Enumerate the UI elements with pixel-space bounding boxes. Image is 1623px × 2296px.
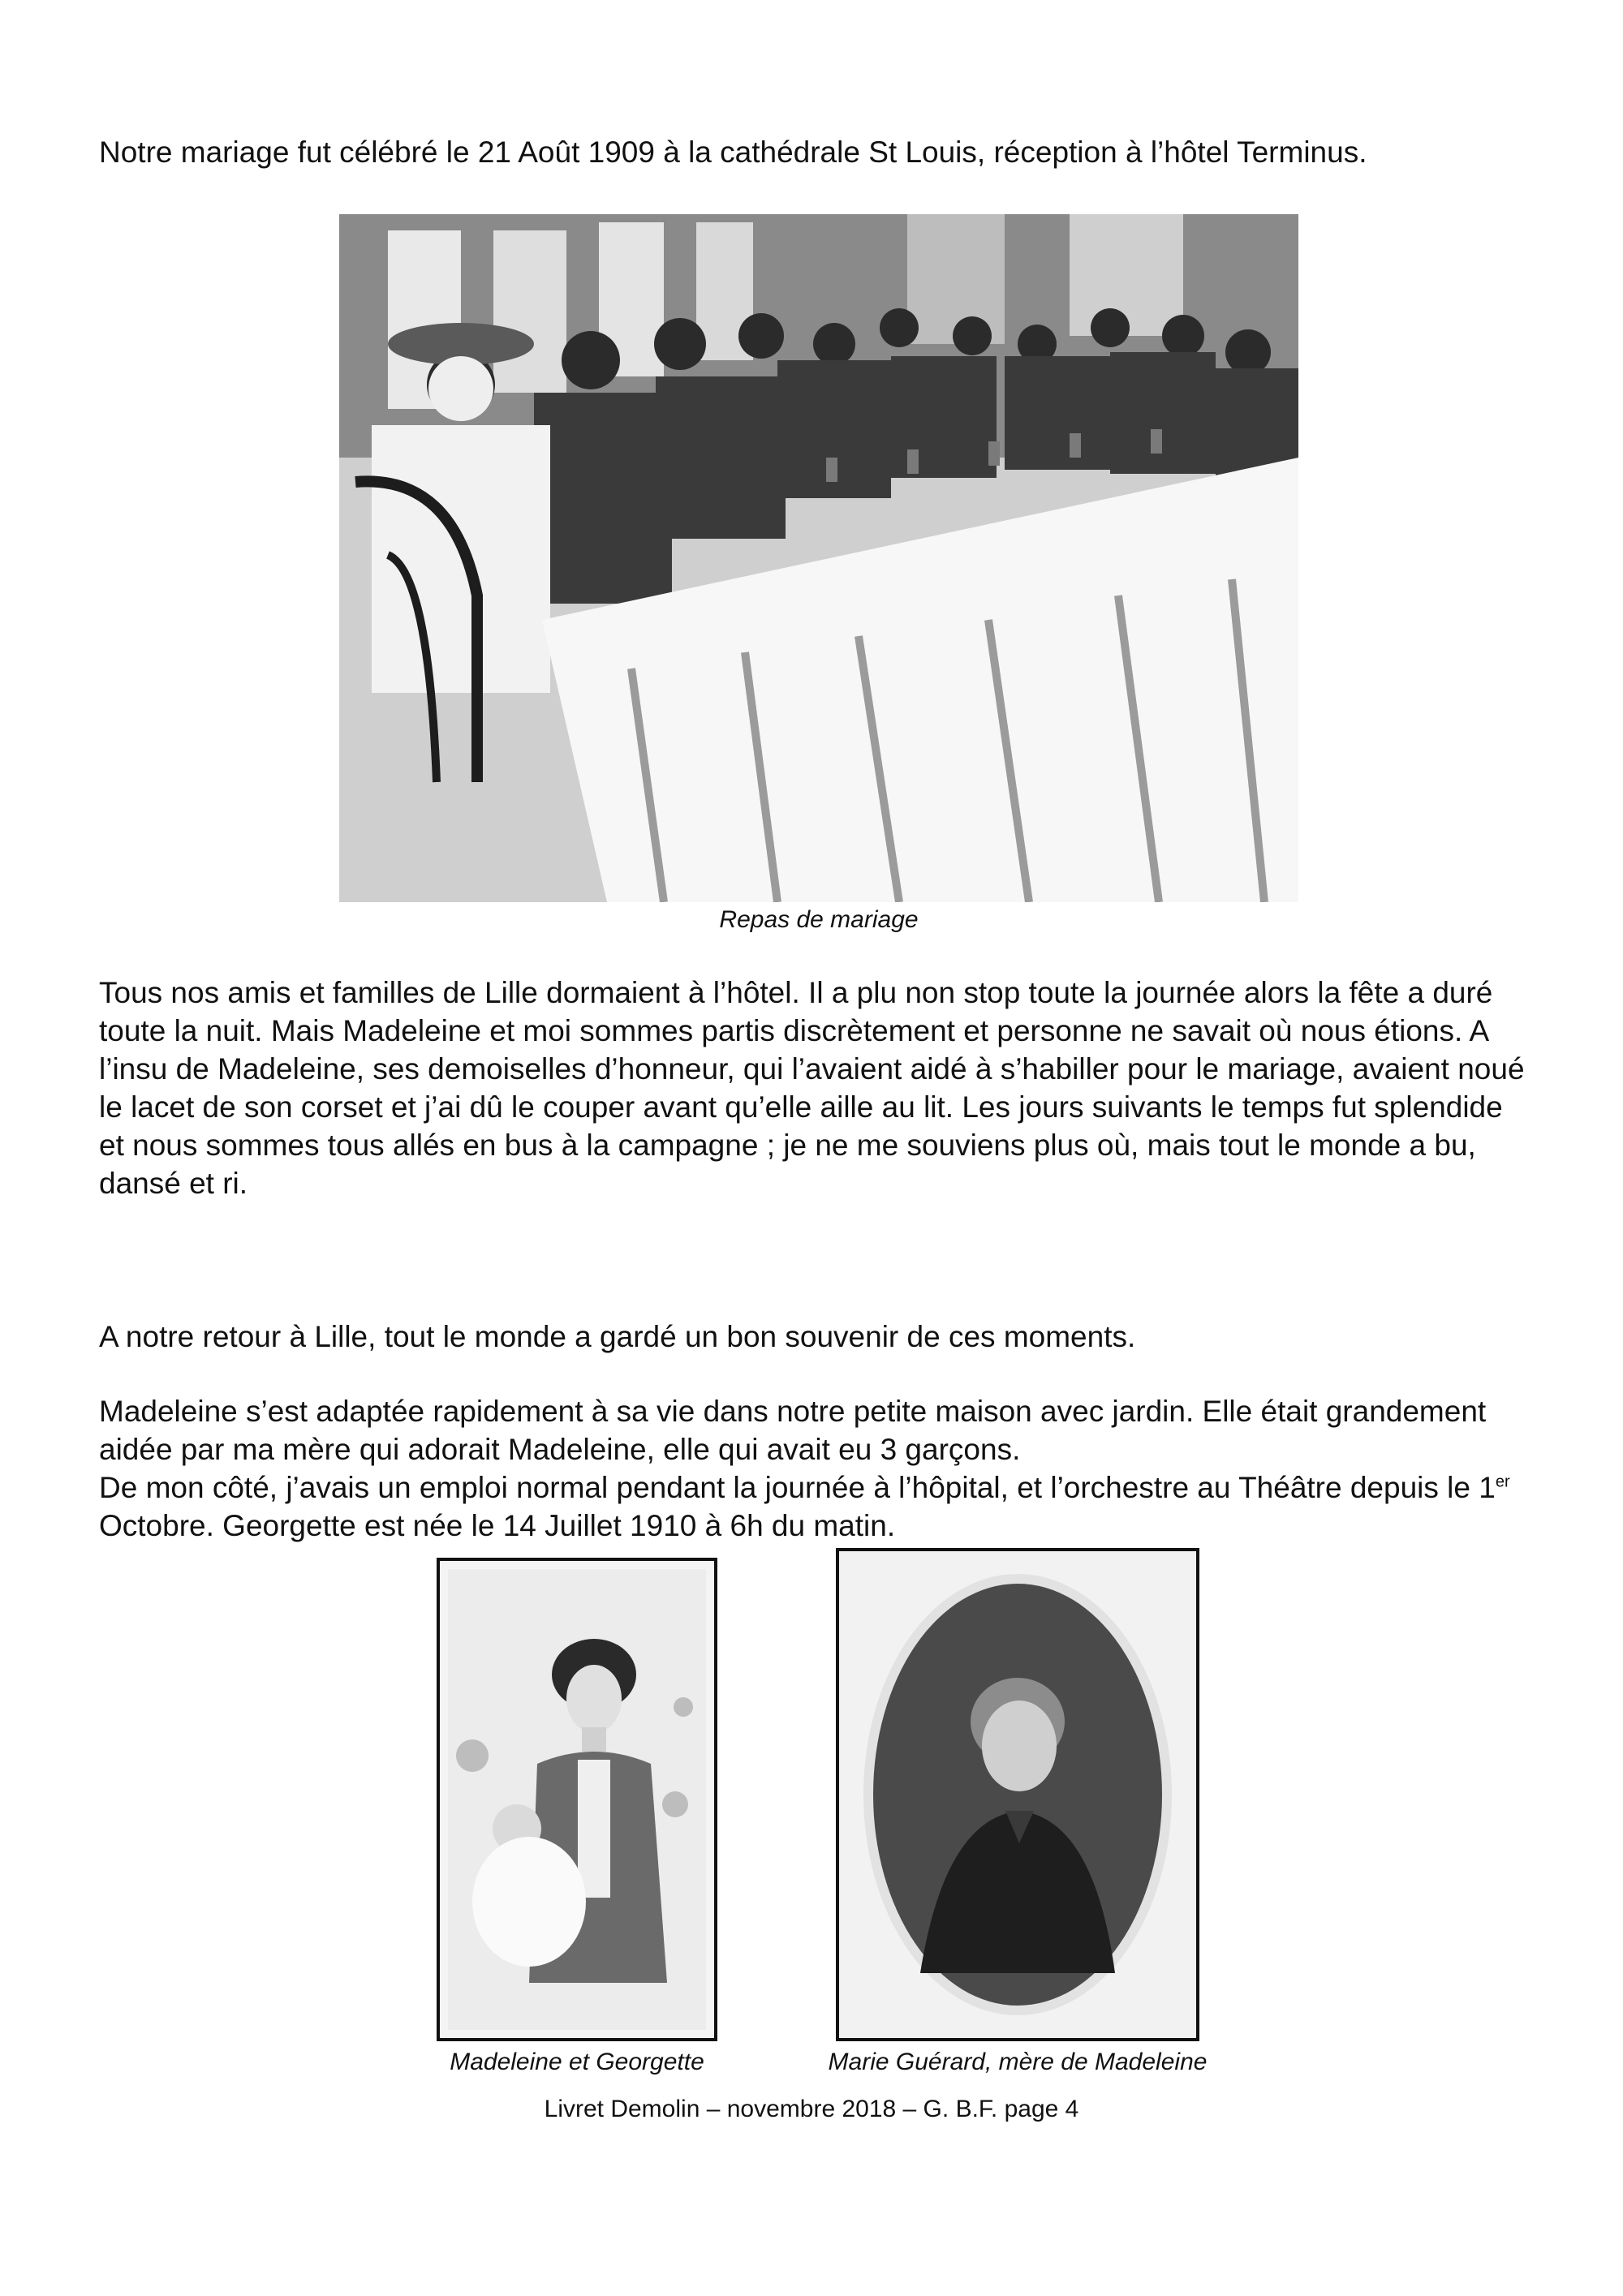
madeleine-georgette-image [440, 1561, 714, 2038]
paragraph-wedding-night: Tous nos amis et familles de Lille dormaient à l’hôtel. Il a plu non stop toute la journée alors la fête a duré toute la nuit. Mais Madeleine et moi sommes partis discrètement et personne ne savait où nous étions. A l’insu de Madeleine, ses demoiselles d’honneur, qui l’avaient aidé à s’habiller pour le mariage, avaient noué le lacet de son corset et j’ai dû le couper avant qu’elle aille au lit. Les jours suivants le temps fut splendide et nous sommes tous allés en bus à la campagne ; je ne me souviens plus où, mais tout le monde a bu, dansé et ri. [99, 976, 1525, 1200]
family-life-text-3: Octobre. Georgette est née le 14 Juillet 1910 à 6h du matin. [99, 1509, 896, 1542]
madeleine-georgette-caption: Madeleine et Georgette [450, 2049, 704, 2075]
wedding-banquet-image [339, 214, 1298, 902]
marie-guerard-photo [836, 1548, 1199, 2041]
page-footer: Livret Demolin – novembre 2018 – G. B.F. page 4 [544, 2096, 1079, 2122]
family-life-text-1: Madeleine s’est adaptée rapidement à sa vie dans notre petite maison avec jardin. Elle était grandement aidée par ma mère qui adorait Madeleine, elle qui avait eu 3 garçons. [99, 1395, 1487, 1466]
wedding-photo-caption: Repas de mariage [719, 906, 919, 933]
paragraph-wedding-date: Notre mariage fut célébré le 21 Août 1909 à la cathédrale St Louis, réception à l’hôtel Terminus. [99, 135, 1367, 169]
paragraph-return-lille: A notre retour à Lille, tout le monde a gardé un bon souvenir de ces moments. [99, 1320, 1136, 1353]
paragraph-family-life [99, 1392, 1527, 1545]
family-life-text-2: De mon côté, j’avais un emploi normal pendant la journée à l’hôpital, et l’orchestre au Théâtre depuis le 1 [99, 1471, 1496, 1504]
wedding-banquet-photo [339, 214, 1298, 902]
madeleine-georgette-photo [437, 1558, 717, 2041]
marie-guerard-image [839, 1551, 1196, 2038]
marie-guerard-caption: Marie Guérard, mère de Madeleine [828, 2049, 1208, 2075]
ordinal-superscript: er [1495, 1473, 1510, 1491]
